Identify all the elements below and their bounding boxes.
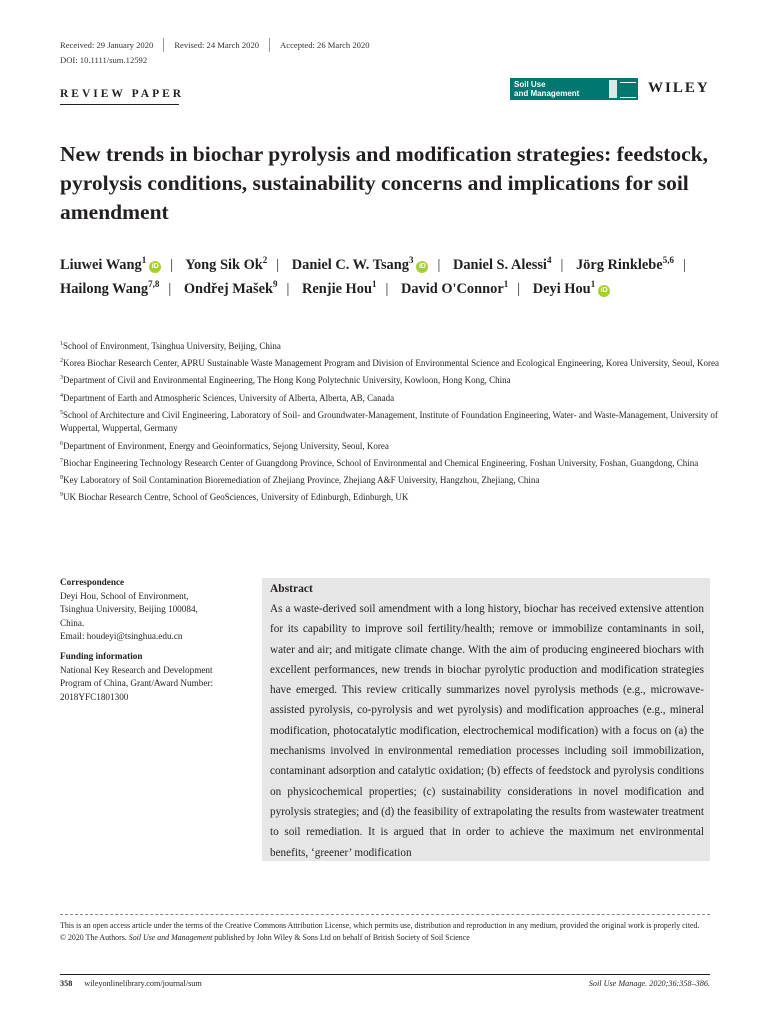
author-affiliation-ref: 9 [273,278,278,289]
orcid-icon[interactable]: iD [416,261,428,273]
correspondence-email[interactable]: Email: houdeyi@tsinghua.edu.cn [60,631,183,642]
journal-name: Soil Use and Management [128,932,213,942]
author-name[interactable]: Deyi Hou$^1$iD [533,281,610,297]
doi[interactable]: DOI: 10.1111/sum.12592 [60,55,148,65]
article-history [60,38,370,52]
article-type: REVIEW PAPER [60,88,185,100]
accepted-date: Accepted: 26 March 2020 [280,40,370,50]
author-separator: | [286,280,290,297]
author-name[interactable]: Jörg Rinklebe$^{5,6}$ [575,255,674,273]
affiliation-item: $^1$School of Environment, Tsinghua University, Beijing, China [60,341,281,351]
journal-logo-text: Soil Use and Management [514,80,580,98]
author-separator: | [276,257,280,273]
author-affiliation-ref: 7,8 [148,278,160,289]
correspondence-line: Deyi Hou, School of Environment, [60,590,189,601]
society-crest-icon [609,80,617,98]
abstract-text: As a waste-derived soil amendment with a long history, biochar has received extensive attention for its capability to improve soil fertility/health; remove or immobilize contaminants in soil, water and air; and mitigate climate change. With the aim of producing engineered biochars with excellent performances, new trends in biochar pyrolytic production and modification strategies have emerged. This review critically summarizes novel pyrolysis methods (e.g., microwave-assisted pyrolysis, co-pyrolysis and wet pyrolysis) and modification approaches (e.g., mineral modification, photocatalytic modification, electrochemical modification) with a focus on (a) the mechanisms involved in environmental remediation processes including soil immobilization, contaminant adsorption and catalytic oxidation; (b) effects of feedstock and pyrolysis conditions on physicochemical properties; (c) sustainability considerations in novel modification and pyrolysis strategies; and (d) the feasibility of extrapolating the results from wastewater treatment to soil remediation. It is argued that in order to achieve the maximum net environmental benefits, ‘greener’ modification [270,603,704,859]
author-name[interactable]: Daniel C. W. Tsang$^3$iD [292,257,429,273]
funding-line: National Key Research and Development [60,664,213,675]
article-title: New trends in biochar pyrolysis and modification strategies: feedstock, pyrolysis conditions, sustainability concerns and implications for soil amendment [60,142,708,224]
affiliation-item: $^7$Biochar Engineering Technology Research Center of Guangdong Province, School of Environmental and Chemical Engineering, Foshan University, Foshan, Guangdong, China [60,457,699,468]
divider [163,38,164,52]
affiliation-item: $^3$Department of Civil and Environmental Engineering, The Hong Kong Polytechnic University, Kowloon, Hong Kong, China [60,375,511,386]
author-affiliation-ref: 5,6 [662,255,674,265]
footnote-divider [60,914,710,915]
author-name[interactable]: Hailong Wang$^{7,8}$ [60,278,160,297]
correspondence-line: China. [60,617,85,628]
author-name[interactable]: Liuwei Wang$^1$iD [60,257,161,273]
article-type-underline [60,104,179,105]
society-name-icon [620,82,636,98]
affiliation-item: $^5$School of Architecture and Civil Engineering, Laboratory of Soil- and Groundwater-Management, Institute of Foundation Engineering, Water- and Waste-Management, University of Wuppertal, Wuppertal, Germany [60,409,718,434]
received-date: Received: 29 January 2020 [60,40,154,50]
orcid-icon[interactable]: iD [149,261,161,273]
affiliations [60,340,720,508]
author-separator: | [170,257,174,273]
revised-date: Revised: 24 March 2020 [174,40,260,50]
publisher-logo[interactable]: WILEY [648,80,710,96]
license-text: This is an open access article under the terms of the Creative Commons Attribution License, which permits use, distribution and reproduction in any medium, provided the original work is properly cited. [60,921,700,930]
footer-left [60,979,202,988]
author-separator: | [517,280,521,297]
author-affiliation-ref: 1 [590,278,596,289]
correspondence-heading: Correspondence [60,577,125,587]
journal-logo[interactable] [510,78,638,100]
author-separator: | [682,257,686,273]
author-name[interactable]: David O'Connor$^1$ [400,278,509,297]
author-affiliation-ref: 1 [371,278,377,289]
correspondence-block [60,576,250,704]
page-number: 358 [60,979,73,988]
author-name[interactable]: Renjie Hou$^1$ [302,278,377,297]
author-affiliation-ref: 2 [262,255,268,265]
author-list [60,254,720,301]
affiliation-item: $^2$Korea Biochar Research Center, APRU Sustainable Waste Management Program and Division of Environmental Science and Ecological Engineering, Korea University, Seoul, Korea [60,358,719,369]
affiliation-item: $^8$Key Laboratory of Soil Contamination Bioremediation of Zhejiang Province, Zhejiang A&F University, Hangzhou, Zhejiang, China [60,474,540,485]
author-affiliation-ref: 1 [503,278,509,289]
author-affiliation-ref: 3 [408,255,414,265]
author-separator: | [437,257,441,273]
author-name[interactable]: Yong Sik Ok$^2$ [185,255,268,273]
license-notice [60,920,710,943]
correspondence-line: Tsinghua University, Beijing 100084, [60,604,198,615]
divider [269,38,270,52]
author-separator: | [560,257,564,273]
affiliation-item: $^6$Department of Environment, Energy and Geoinformatics, Sejong University, Seoul, Korea [60,440,389,451]
abstract-heading: Abstract [270,583,313,595]
journal-url[interactable]: wileyonlinelibrary.com/journal/sum [84,979,202,988]
author-separator: | [168,280,172,297]
footer-rule [60,974,710,975]
funding-line: 2018YFC1801300 [60,691,129,702]
author-name[interactable]: Daniel S. Alessi$^4$ [452,255,552,273]
funding-heading: Funding information [60,650,143,661]
author-separator: | [385,280,389,297]
orcid-icon[interactable]: iD [598,285,610,297]
affiliation-item: $^4$Department of Earth and Atmospheric Sciences, University of Alberta, Alberta, AB, Canada [60,392,395,403]
author-name[interactable]: Ondřej Mašek$^9$ [183,278,278,297]
author-affiliation-ref: 4 [546,255,552,265]
author-affiliation-ref: 1 [141,255,147,265]
copyright-line: © 2020 The Authors. Soil Use and Management published by John Wiley & Sons Ltd on behalf of British Society of Soil Science [60,932,470,942]
funding-line: Program of China, Grant/Award Number: [60,678,214,689]
citation: Soil Use Manage. 2020;36:358–386. [588,979,710,988]
abstract-box [262,578,710,861]
affiliation-item: $^9$UK Biochar Research Centre, School of GeoSciences, University of Edinburgh, Edinburgh, UK [60,492,409,503]
